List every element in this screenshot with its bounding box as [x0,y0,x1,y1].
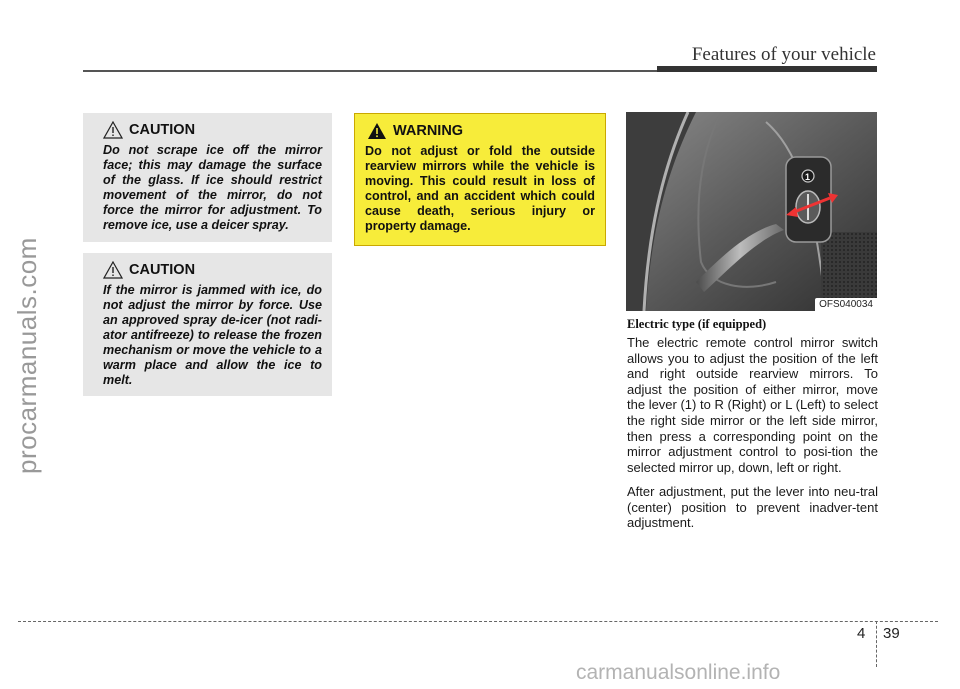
figure-code: OFS040034 [815,298,877,311]
footer-rule [18,621,938,622]
caution-triangle-icon [103,261,123,279]
warning-box-mirror-adjust [354,113,606,246]
body-paragraph: After adjustment, put the lever into neu-tral (center) position to prevent inadver-tent adjustment. [627,484,878,531]
caution-text: Do not scrape ice off the mirror face; this may damage the surface of the glass. If ice should restrict movement of the mirror, do not force the mirror for adjustment. To remove ice, use a deicer spray. [103,143,322,232]
caution-heading: CAUTION [129,262,196,278]
door-panel-illustration [626,112,877,311]
page-header-title: Features of your vehicle [691,44,876,65]
footer-divider [876,621,877,667]
caution-triangle-icon [103,121,123,139]
bottom-watermark: carmanualsonline.info [576,661,781,684]
mirror-switch-photo [626,112,877,311]
caution-header [103,121,322,139]
warning-triangle-icon [367,122,387,140]
lever-callout-label: 1 [805,172,811,182]
warning-text: Do not adjust or fold the outside rearview mirrors while the vehicle is moving. This could result in loss of control, and an accident which could cause death, serious injury or property damage. [365,144,595,233]
caution-heading: CAUTION [129,122,196,138]
page-number: 39 [883,625,900,642]
body-paragraph: The electric remote control mirror switch allows you to adjust the position of the left and right outside rearview mirrors. To adjust the position of either mirror, move the lever (1) to R (Right) or L (Left) to select the right side mirror or the left side mirror, then press a corresponding point on the mirror adjustment control to posi-tion the selected mirror up, down, left or right. [627,335,878,475]
warning-heading: WARNING [393,123,464,139]
chapter-number: 4 [857,625,866,642]
caution-box-ice-scraping [83,113,332,242]
caution-header [103,261,322,279]
header-rule-accent [657,66,877,72]
side-watermark: procarmanuals.com [12,237,42,474]
section-heading: Electric type (if equipped) [627,317,767,331]
header-rule [83,70,663,72]
caution-box-jammed-mirror [83,253,332,396]
caution-text: If the mirror is jammed with ice, do not adjust the mirror by force. Use an approved spray de-icer (not radi-ator antifreeze) to release the frozen mechanism or move the vehicle to a warm place and allow the ice to melt. [103,283,322,387]
warning-header [367,122,595,140]
